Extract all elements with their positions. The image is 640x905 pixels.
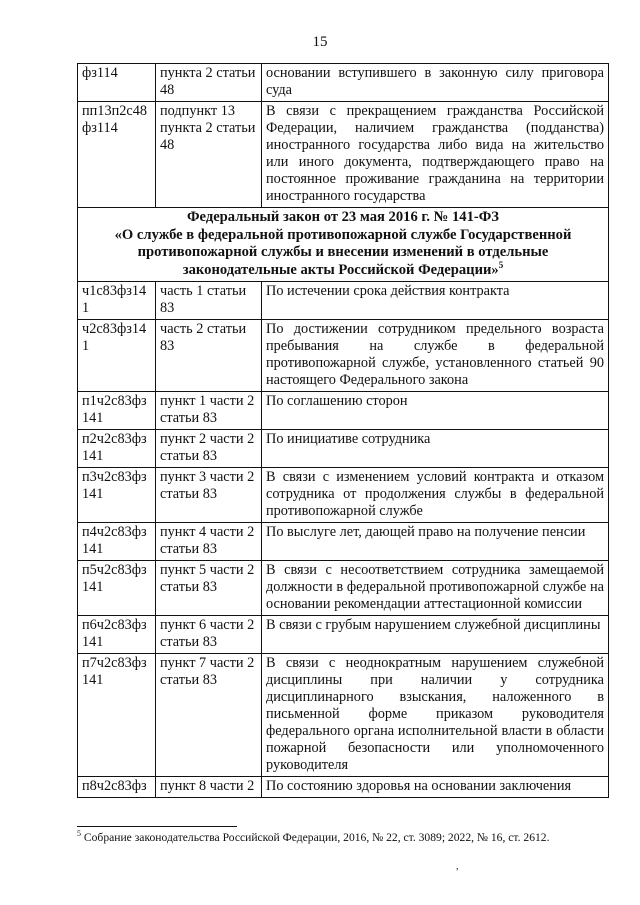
row-description: основании вступившего в законную силу приговора суда (262, 64, 609, 102)
row-location: подпункт 13 пункта 2 статьи 48 (156, 102, 262, 208)
footnote-text: Собрание законодательства Российской Федерации, 2016, № 22, ст. 3089; 2022, № 16, ст. 2612. (83, 831, 550, 844)
row-location: пункт 3 части 2 статьи 83 (156, 468, 262, 523)
row-code: п6ч2с83фз 141 (78, 616, 156, 654)
row-code: фз114 (78, 64, 156, 102)
row-code: ч1с83фз141 (78, 282, 156, 320)
row-code: п5ч2с83фз 141 (78, 561, 156, 616)
row-description: В связи с прекращением гражданства Российской Федерации, наличием гражданства (подданства) иностранного государства либо вида на жительство или иного документа, подтверждающего право на постоянное проживание гражданина на территории иностранного государства (262, 102, 609, 208)
row-code: п1ч2с83фз 141 (78, 392, 156, 430)
table-row (78, 64, 609, 102)
row-description: По истечении срока действия контракта (262, 282, 609, 320)
row-location: часть 2 статьи 83 (156, 320, 262, 392)
row-description: По состоянию здоровья на основании заключения (262, 777, 609, 798)
table-row (78, 102, 609, 208)
footnote (77, 831, 617, 845)
law-header-row (78, 208, 609, 282)
table-row (78, 282, 609, 320)
table-row (78, 616, 609, 654)
row-location: пункт 6 части 2 статьи 83 (156, 616, 262, 654)
row-location: пункта 2 статьи 48 (156, 64, 262, 102)
table-row (78, 320, 609, 392)
table-row (78, 561, 609, 616)
margin-mark: , (456, 861, 459, 872)
row-code: п3ч2с83фз 141 (78, 468, 156, 523)
law-header (78, 208, 609, 282)
table-row (78, 654, 609, 777)
page-number: 15 (312, 34, 328, 50)
row-description: В связи с неоднократным нарушением служебной дисциплины при наличии у сотрудника дисциплинарного взыскания, наложенного в письменной форме приказом руководителя федерального органа исполнительной власти в области пожарной безопасности или уполномоченного руководителя (262, 654, 609, 777)
row-code: п7ч2с83фз 141 (78, 654, 156, 777)
law-title: Федеральный закон от 23 мая 2016 г. № 141-ФЗ (187, 209, 499, 225)
table-row (78, 468, 609, 523)
row-location: часть 1 статьи 83 (156, 282, 262, 320)
row-code: п4ч2с83фз 141 (78, 523, 156, 561)
table-row (78, 523, 609, 561)
row-description: В связи с изменением условий контракта и отказом сотрудника от продолжения службы в федеральной противопожарной службе (262, 468, 609, 523)
footnote-reference: 5 (498, 259, 504, 270)
row-code: ч2с83фз141 (78, 320, 156, 392)
row-description: По достижении сотрудником предельного возраста пребывания на службе в федеральной противопожарной службе, установленного статьей 90 настоящего Федерального закона (262, 320, 609, 392)
row-location: пункт 2 части 2 статьи 83 (156, 430, 262, 468)
row-location: пункт 4 части 2 статьи 83 (156, 523, 262, 561)
row-description: По соглашению сторон (262, 392, 609, 430)
row-description: По инициативе сотрудника (262, 430, 609, 468)
row-description: По выслуге лет, дающей право на получение пенсии (262, 523, 609, 561)
table-row (78, 777, 609, 798)
row-code: п8ч2с83фз (78, 777, 156, 798)
row-location: пункт 8 части 2 (156, 777, 262, 798)
law-name: «О службе в федеральной противопожарной службе Государственной противопожарной службы и внесении изменений в отдельные законодательные акты Российской Федерации»$^5$ (114, 226, 572, 278)
row-location: пункт 5 части 2 статьи 83 (156, 561, 262, 616)
table-row (78, 430, 609, 468)
row-code: пп13п2с48 фз114 (78, 102, 156, 208)
dismissal-grounds-table (77, 63, 609, 798)
row-description: В связи с грубым нарушением служебной дисциплины (262, 616, 609, 654)
row-location: пункт 7 части 2 статьи 83 (156, 654, 262, 777)
footnote-number: 5 (77, 829, 81, 839)
row-location: пункт 1 части 2 статьи 83 (156, 392, 262, 430)
row-code: п2ч2с83фз 141 (78, 430, 156, 468)
footnote-divider (77, 826, 237, 827)
row-description: В связи с несоответствием сотрудника замещаемой должности в федеральной противопожарной службе на основании рекомендации аттестационной комиссии (262, 561, 609, 616)
table-row (78, 392, 609, 430)
